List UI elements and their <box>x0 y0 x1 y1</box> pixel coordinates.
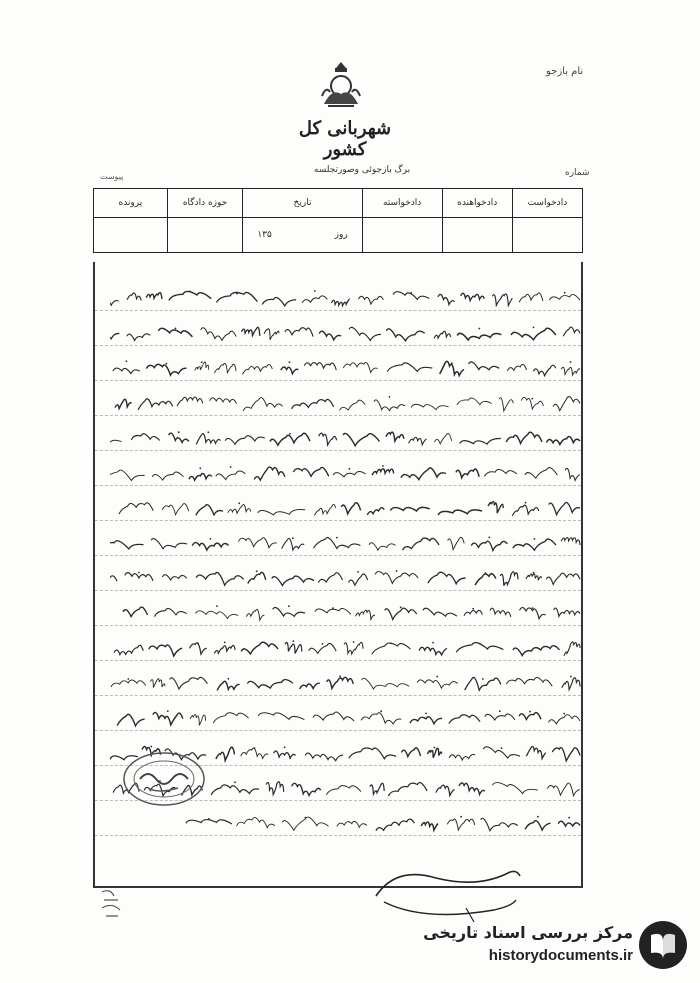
ruled-line <box>95 380 581 381</box>
column-case-file: پرونده <box>94 189 168 218</box>
handwritten-line <box>110 463 585 485</box>
cell-petition <box>512 218 582 253</box>
attachment-label: پیوست <box>100 172 124 181</box>
archive-book-logo-icon <box>637 919 689 971</box>
ruled-line <box>95 450 581 451</box>
interrogator-name-label: نام بازجو <box>546 66 584 77</box>
ruled-line <box>95 345 581 346</box>
handwritten-line <box>110 323 585 345</box>
handwritten-line <box>110 288 585 310</box>
ruled-line <box>95 520 581 521</box>
handwritten-line <box>110 428 585 450</box>
cell-case-file <box>94 218 168 253</box>
ruled-line <box>95 485 581 486</box>
handwritten-line <box>110 673 585 695</box>
header-table <box>93 188 583 253</box>
number-label: شماره <box>565 168 590 178</box>
round-seal-stamp-icon <box>118 748 210 810</box>
page-title: شهربانی کل کشور <box>298 118 392 160</box>
ruled-line <box>95 590 581 591</box>
handwritten-line <box>110 568 585 590</box>
handwritten-line <box>110 708 585 730</box>
archive-watermark <box>415 915 695 977</box>
ruled-line <box>95 625 581 626</box>
cell-claim <box>362 218 442 253</box>
ruled-line <box>95 835 581 836</box>
frame-left-border <box>93 262 95 888</box>
handwritten-line <box>110 813 585 835</box>
margin-note <box>96 884 136 924</box>
handwritten-line <box>110 533 585 555</box>
ruled-line <box>95 730 581 731</box>
header-table-values <box>94 218 583 253</box>
ruled-line <box>95 555 581 556</box>
date-day-label: روز <box>334 230 348 240</box>
column-petition: دادخواست <box>512 189 582 218</box>
ruled-line <box>95 415 581 416</box>
column-plaintiff: دادخواهنده <box>442 189 512 218</box>
handwritten-line <box>110 638 585 660</box>
handwritten-line <box>110 603 585 625</box>
cell-court <box>167 218 243 253</box>
ruled-line <box>95 660 581 661</box>
watermark-org-name: مرکز بررسی اسناد تاریخی <box>423 923 633 942</box>
handwritten-line <box>110 358 585 380</box>
handwritten-line <box>110 498 585 520</box>
ruled-line <box>95 310 581 311</box>
date-year-value: ۱۳۵ <box>257 230 272 240</box>
sheet-caption: برگ بازجوئی وصورتجلسه <box>313 165 411 175</box>
cell-date <box>243 218 362 253</box>
header-table-labels <box>94 189 583 218</box>
column-court: حوزه دادگاه <box>167 189 243 218</box>
ruled-line <box>95 695 581 696</box>
handwritten-line <box>110 393 585 415</box>
column-date: تاریخ <box>243 189 362 218</box>
column-claim: دادخواسته <box>362 189 442 218</box>
lion-and-sun-emblem-icon <box>318 60 364 110</box>
watermark-site: historydocuments.ir <box>488 947 633 964</box>
cell-plaintiff <box>442 218 512 253</box>
